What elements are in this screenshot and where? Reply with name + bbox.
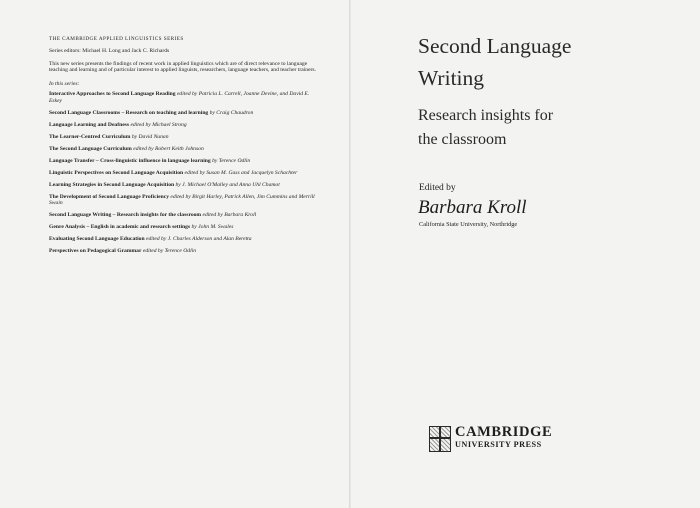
book-credit: by J. Michael O'Malley and Anna Uhl Chamot xyxy=(174,181,280,188)
editor-affiliation: California State University, Northridge xyxy=(419,221,518,228)
list-item xyxy=(49,91,317,104)
title-line-1: Second Language xyxy=(418,34,572,58)
book-title: Evaluating Second Language Education xyxy=(49,236,145,243)
book-title: Genre Analysis – English in academic and research settings xyxy=(49,224,191,231)
publisher-subname: UNIVERSITY PRESS xyxy=(455,440,542,449)
book-title: Perspectives on Pedagogical Grammar xyxy=(49,248,142,255)
book-title: Interactive Approaches to Second Language Reading xyxy=(49,90,176,97)
editor-name: Barbara Kroll xyxy=(418,197,527,218)
title-line-2: Writing xyxy=(418,66,485,90)
list-item xyxy=(49,248,317,255)
book-credit: edited by Birgit Harley, Patrick Allen, Jim Cummins and Merrill Swain xyxy=(49,193,315,207)
list-item xyxy=(49,224,317,231)
book-credit: edited by J. Charles Alderson and Alan Beretta xyxy=(144,236,252,243)
series-title: THE CAMBRIDGE APPLIED LINGUISTICS SERIES xyxy=(49,36,184,42)
list-item xyxy=(49,194,317,207)
book-credit: by Craig Chaudron xyxy=(208,109,254,116)
series-intro: This new series presents the findings of recent work in applied linguistics which are of direct relevance to language teaching and learning and of particular interest to applied linguists, researchers, language teachers, and teacher trainers. xyxy=(49,60,316,74)
book-title: Linguistic Perspectives on Second Language Acquisition xyxy=(49,169,184,176)
list-item xyxy=(49,170,317,177)
edited-by-label: Edited by xyxy=(419,183,456,193)
book-credit: edited by Susan M. Gass and Jacquelyn Schachter xyxy=(183,169,298,176)
list-item xyxy=(49,146,317,153)
book-credit: edited by Patricia L. Carrell, Joanne Devine, and David E. Eskey xyxy=(49,90,310,104)
book-main-title xyxy=(418,30,678,94)
subtitle-line-1: Research insights for xyxy=(418,107,554,124)
publisher-logo xyxy=(429,424,589,456)
book-title: Second Language Classrooms – Research on teaching and learning xyxy=(49,109,209,116)
book-title: Learning Strategies in Second Language Acquisition xyxy=(49,181,175,188)
list-item xyxy=(49,236,317,243)
publisher-name: CAMBRIDGE xyxy=(455,424,553,440)
book-title: The Second Language Curriculum xyxy=(49,145,132,152)
list-item xyxy=(49,110,317,117)
subtitle-line-2: the classroom xyxy=(418,131,507,148)
cambridge-crest-icon xyxy=(429,426,451,452)
book-credit: by David Nunan xyxy=(130,133,169,140)
list-item xyxy=(49,182,317,189)
in-this-series-label: In this series: xyxy=(49,80,80,87)
book-title: The Development of Second Language Proficiency xyxy=(49,193,169,200)
book-credit: by Terence Odlin xyxy=(210,157,251,164)
right-page xyxy=(418,30,678,229)
book-title: Language Transfer – Cross-linguistic influence in language learning xyxy=(49,157,211,164)
list-item xyxy=(49,134,317,141)
book-credit: edited by Michael Strong xyxy=(129,121,187,128)
series-editors: Series editors: Michael H. Long and Jack C. Richards xyxy=(49,48,170,54)
book-subtitle xyxy=(418,104,678,152)
book-title: Language Learning and Deafness xyxy=(49,121,130,128)
list-item xyxy=(49,158,317,165)
left-page xyxy=(49,36,317,260)
series-book-list xyxy=(49,91,317,255)
book-title: Second Language Writing – Research insights for the classroom xyxy=(49,212,202,219)
list-item xyxy=(49,212,317,219)
book-credit: edited by Terence Odlin xyxy=(141,248,197,255)
page-gutter xyxy=(349,0,351,508)
list-item xyxy=(49,122,317,129)
book-credit: by John M. Swales xyxy=(190,224,234,231)
book-credit: edited by Barbara Kroll xyxy=(201,212,257,219)
book-credit: edited by Robert Keith Johnson xyxy=(131,145,204,152)
book-title: The Learner-Centred Curriculum xyxy=(49,133,131,140)
